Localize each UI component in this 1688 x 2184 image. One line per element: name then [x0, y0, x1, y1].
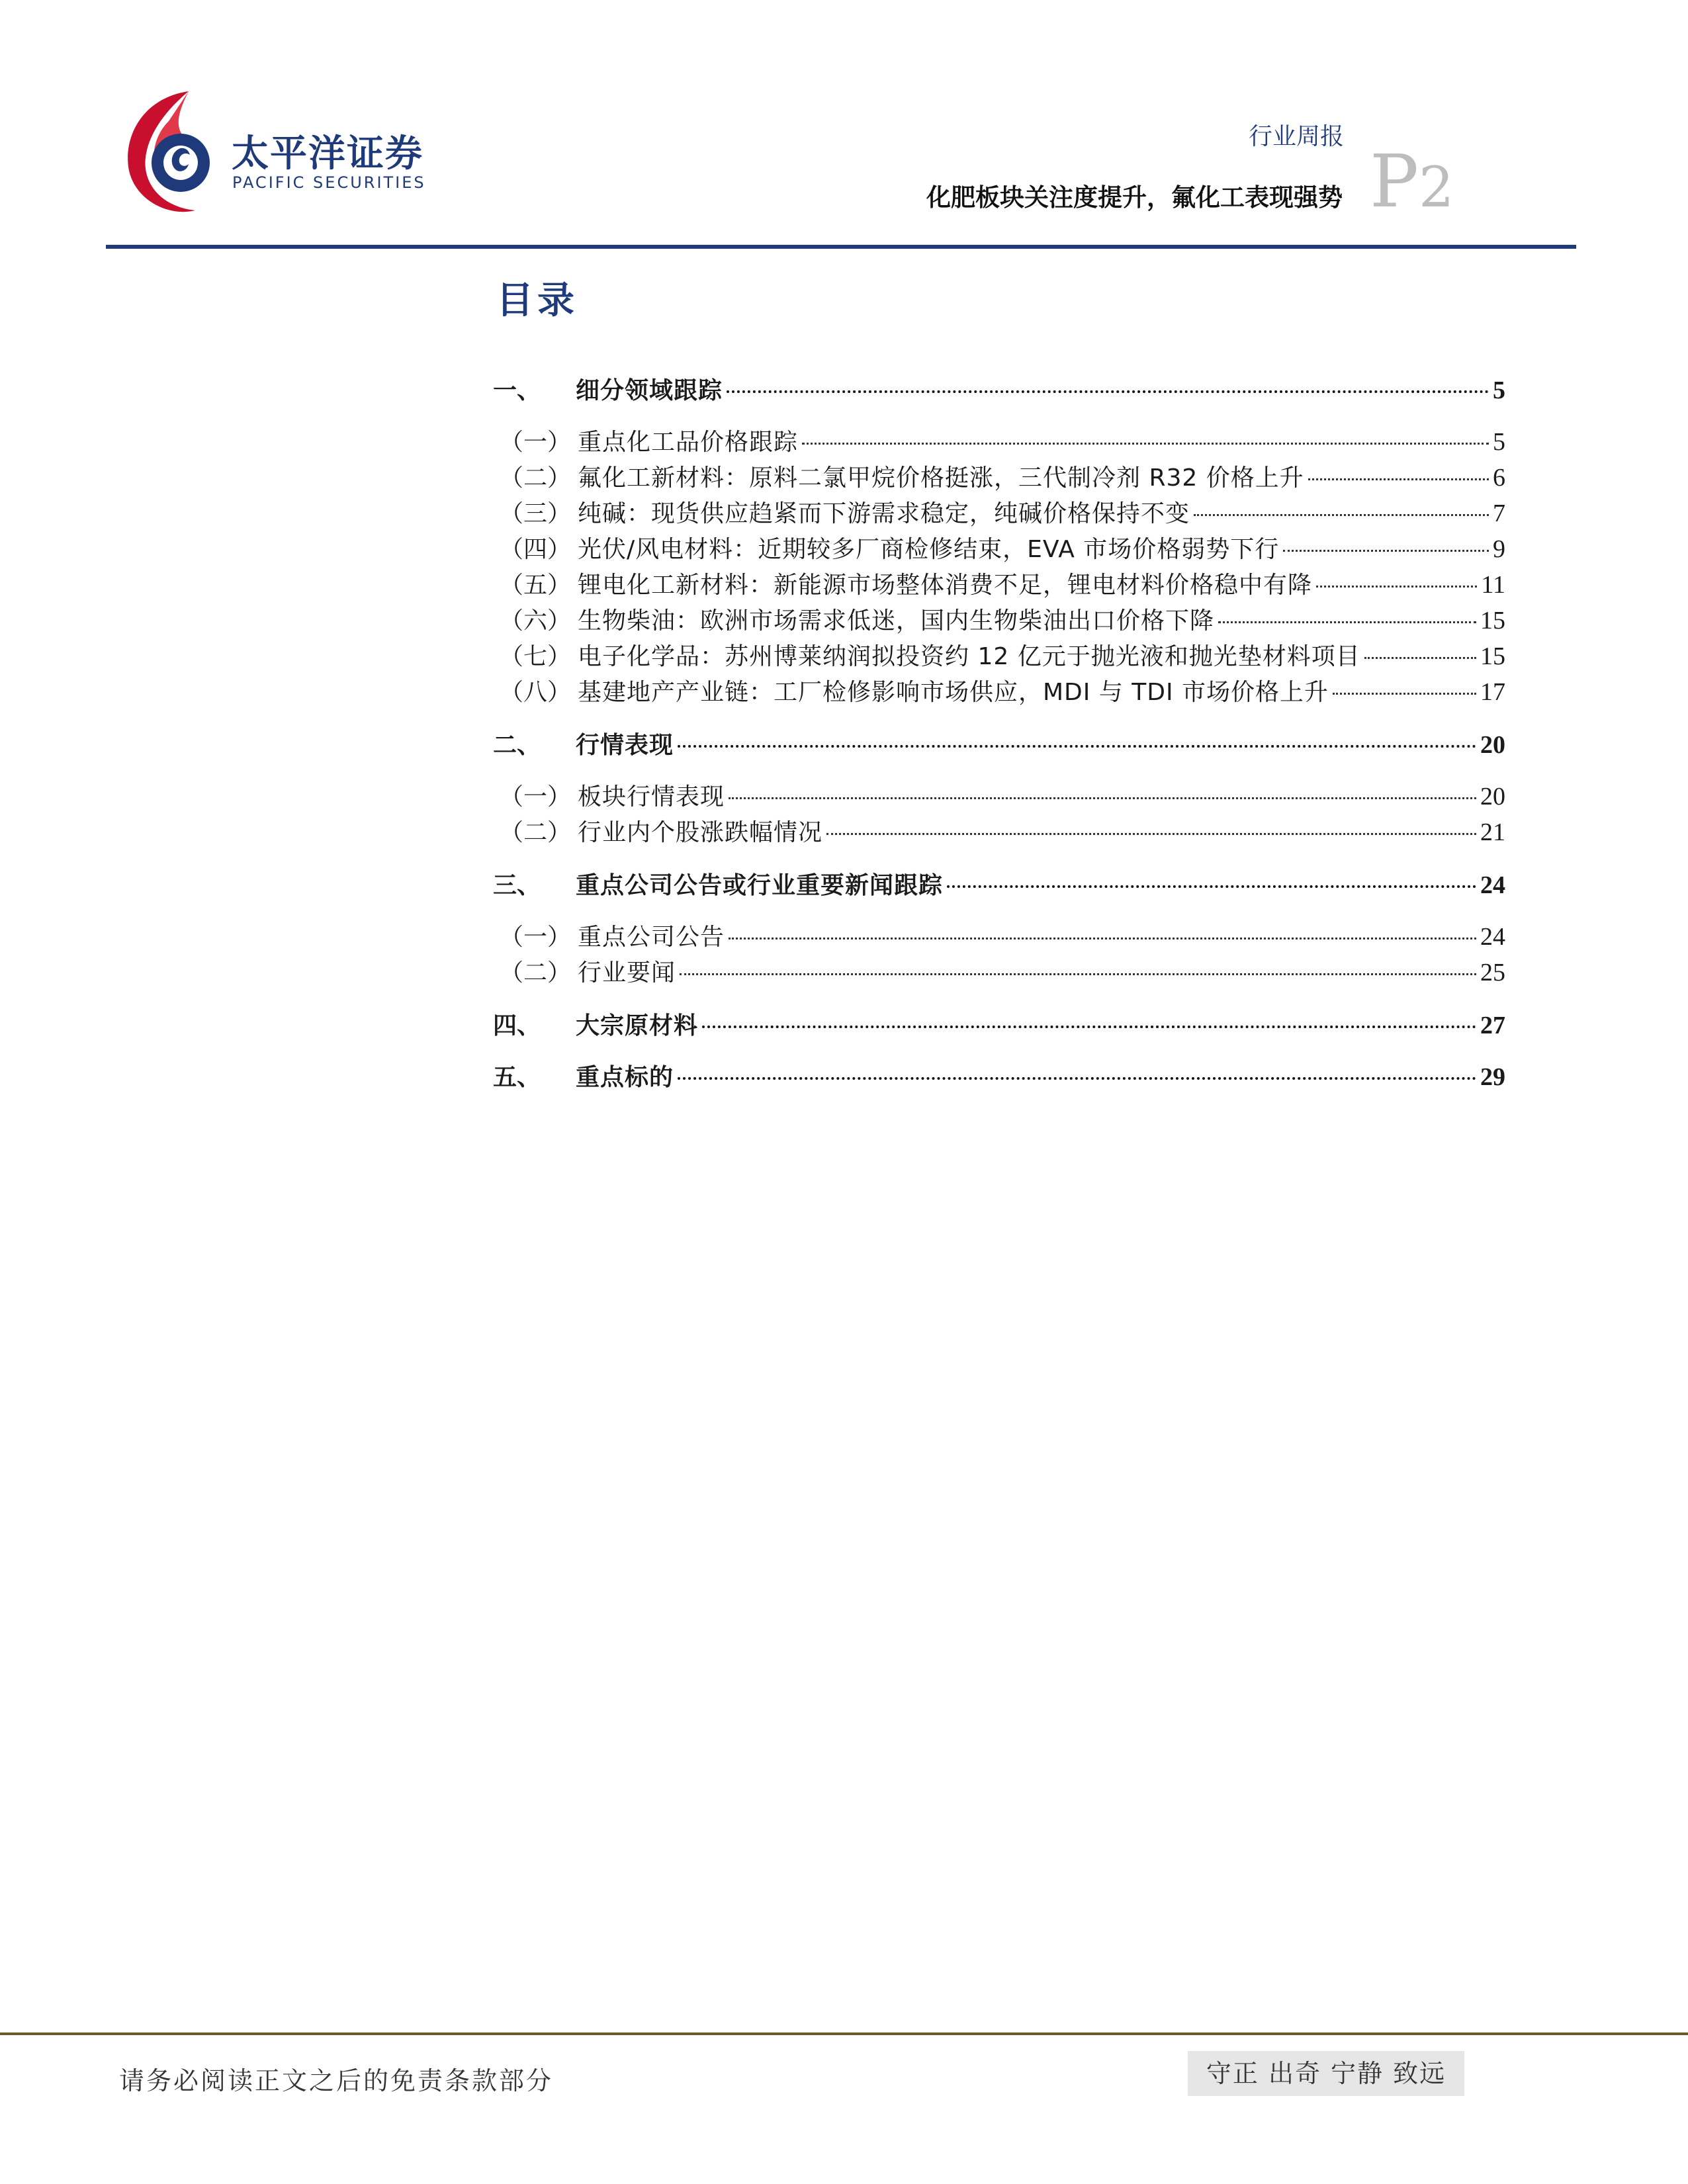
toc-entry-page: 25 — [1480, 959, 1505, 986]
toc-entry-number: 二、 — [493, 732, 541, 759]
toc-entry-number: （二） — [500, 959, 572, 986]
toc-entry-label: 生物柴油：欧洲市场需求低迷，国内生物柴油出口价格下降 — [578, 607, 1215, 634]
toc-entry-number: （二） — [500, 819, 572, 846]
toc-entry-label: 板块行情表现 — [578, 783, 725, 810]
toc-leader-dots — [1194, 514, 1489, 516]
toc-leader-dots — [1316, 586, 1477, 588]
toc-entry[interactable] — [493, 778, 1505, 812]
toc-entry[interactable] — [493, 1059, 1505, 1093]
toc-entry-number: 五、 — [493, 1064, 541, 1091]
toc-leader-dots — [1218, 621, 1476, 623]
toc-entry-number: （八） — [500, 679, 572, 706]
toc-entry-page: 20 — [1480, 783, 1505, 810]
toc-entry-page: 21 — [1480, 818, 1505, 846]
toc-entry-number: 一、 — [493, 377, 541, 404]
toc-entry-label: 重点公司公告 — [578, 924, 725, 951]
toc-entry-page: 5 — [1493, 376, 1505, 404]
toc-entry-page: 20 — [1480, 731, 1505, 759]
toc-leader-dots — [1308, 478, 1489, 480]
toc-entry-label: 纯碱：现货供应趋紧而下游需求稳定，纯碱价格保持不变 — [578, 500, 1190, 527]
report-title: 化肥板块关注度提升，氟化工表现强势 — [926, 183, 1343, 212]
toc-entry-label: 重点公司公告或行业重要新闻跟踪 — [576, 872, 944, 899]
toc-entry-label: 大宗原材料 — [576, 1012, 699, 1039]
company-logo — [116, 85, 460, 230]
toc-entry-page: 24 — [1480, 923, 1505, 951]
toc-entry-label: 行业内个股涨跌幅情况 — [578, 819, 823, 846]
toc-entry[interactable] — [493, 1007, 1505, 1041]
toc-entry[interactable] — [493, 372, 1505, 406]
page-letter: P — [1370, 139, 1419, 224]
toc-leader-dots — [729, 797, 1476, 799]
toc-entry[interactable] — [493, 566, 1505, 601]
toc-entry-label: 氟化工新材料：原料二氯甲烷价格挺涨，三代制冷剂 R32 价格上升 — [578, 464, 1304, 492]
toc-title: 目录 — [496, 279, 578, 322]
toc-entry-label: 行业要闻 — [578, 959, 676, 986]
footer-divider — [0, 2032, 1688, 2035]
toc-leader-dots — [680, 973, 1476, 975]
toc-leader-dots — [678, 1077, 1476, 1080]
header-divider — [106, 245, 1576, 249]
toc-entry-label: 电子化学品：苏州博莱纳润拟投资约 12 亿元于抛光液和抛光垫材料项目 — [578, 643, 1360, 670]
toc-entry[interactable] — [493, 423, 1505, 458]
toc-entry[interactable] — [493, 867, 1505, 901]
toc-entry-page: 24 — [1480, 871, 1505, 899]
toc-entry-number: （五） — [500, 572, 572, 599]
toc-entry-number: （二） — [500, 464, 572, 492]
toc-leader-dots — [727, 390, 1489, 393]
toc-entry-label: 光伏/风电材料：近期较多厂商检修结束，EVA 市场价格弱势下行 — [578, 536, 1280, 563]
toc-entry[interactable] — [493, 814, 1505, 848]
toc-entry-label: 重点化工品价格跟踪 — [578, 429, 799, 456]
toc-entry-page: 15 — [1480, 607, 1505, 634]
toc-entry-page: 6 — [1493, 464, 1505, 492]
logo-emblem-icon — [116, 85, 228, 217]
toc-entry-page: 15 — [1480, 642, 1505, 670]
toc-leader-dots — [1333, 693, 1476, 695]
toc-entry-label: 基建地产产业链：工厂检修影响市场供应，MDI 与 TDI 市场价格上升 — [578, 679, 1329, 706]
toc-entry-number: 三、 — [493, 872, 541, 899]
toc-entry-number: （七） — [500, 643, 572, 670]
report-type: 行业周报 — [1248, 123, 1344, 150]
toc-entry[interactable] — [493, 531, 1505, 565]
logo-english-name: PACIFIC SECURITIES — [232, 173, 426, 192]
toc-entry-label: 重点标的 — [576, 1064, 674, 1091]
toc-leader-dots — [802, 443, 1489, 445]
toc-entry-label: 细分领域跟踪 — [576, 377, 723, 404]
toc-entry-number: 四、 — [493, 1012, 541, 1039]
toc-entry[interactable] — [493, 726, 1505, 761]
toc-entry-page: 9 — [1493, 535, 1505, 563]
toc-entry-number: （一） — [500, 783, 572, 810]
toc-leader-dots — [947, 885, 1476, 888]
toc-entry-number: （一） — [500, 429, 572, 456]
toc-leader-dots — [1283, 550, 1489, 552]
toc-entry-number: （三） — [500, 500, 572, 527]
toc-entry[interactable] — [493, 674, 1505, 708]
toc-entry-number: （四） — [500, 536, 572, 563]
toc-entry-label: 行情表现 — [576, 732, 674, 759]
page-indicator — [1370, 139, 1454, 224]
page-number: 2 — [1419, 155, 1454, 220]
toc-entry[interactable] — [493, 954, 1505, 988]
toc-entry[interactable] — [493, 638, 1505, 672]
toc-entry[interactable] — [493, 495, 1505, 529]
toc-entry-page: 5 — [1493, 428, 1505, 456]
toc-entry-page: 27 — [1480, 1012, 1505, 1039]
toc-entry[interactable] — [493, 459, 1505, 494]
toc-entry[interactable] — [493, 602, 1505, 636]
toc-leader-dots — [729, 938, 1476, 939]
toc-leader-dots — [1364, 657, 1476, 659]
toc-entry-number: （六） — [500, 607, 572, 634]
footer-disclaimer: 请务必阅读正文之后的免责条款部分 — [119, 2066, 554, 2095]
toc-leader-dots — [678, 745, 1476, 748]
toc-leader-dots — [826, 833, 1476, 835]
toc-leader-dots — [702, 1026, 1476, 1028]
logo-chinese-name: 太平洋证券 — [232, 132, 423, 175]
toc-entry[interactable] — [493, 918, 1505, 953]
toc-entry-page: 7 — [1493, 500, 1505, 527]
toc-entry-page: 17 — [1480, 678, 1505, 706]
toc-entry-label: 锂电化工新材料：新能源市场整体消费不足，锂电材料价格稳中有降 — [578, 572, 1313, 599]
toc-entry-number: （一） — [500, 924, 572, 951]
footer-motto: 守正 出奇 宁静 致远 — [1188, 2051, 1464, 2096]
toc-entry-page: 11 — [1481, 571, 1505, 599]
toc-entry-page: 29 — [1480, 1063, 1505, 1091]
